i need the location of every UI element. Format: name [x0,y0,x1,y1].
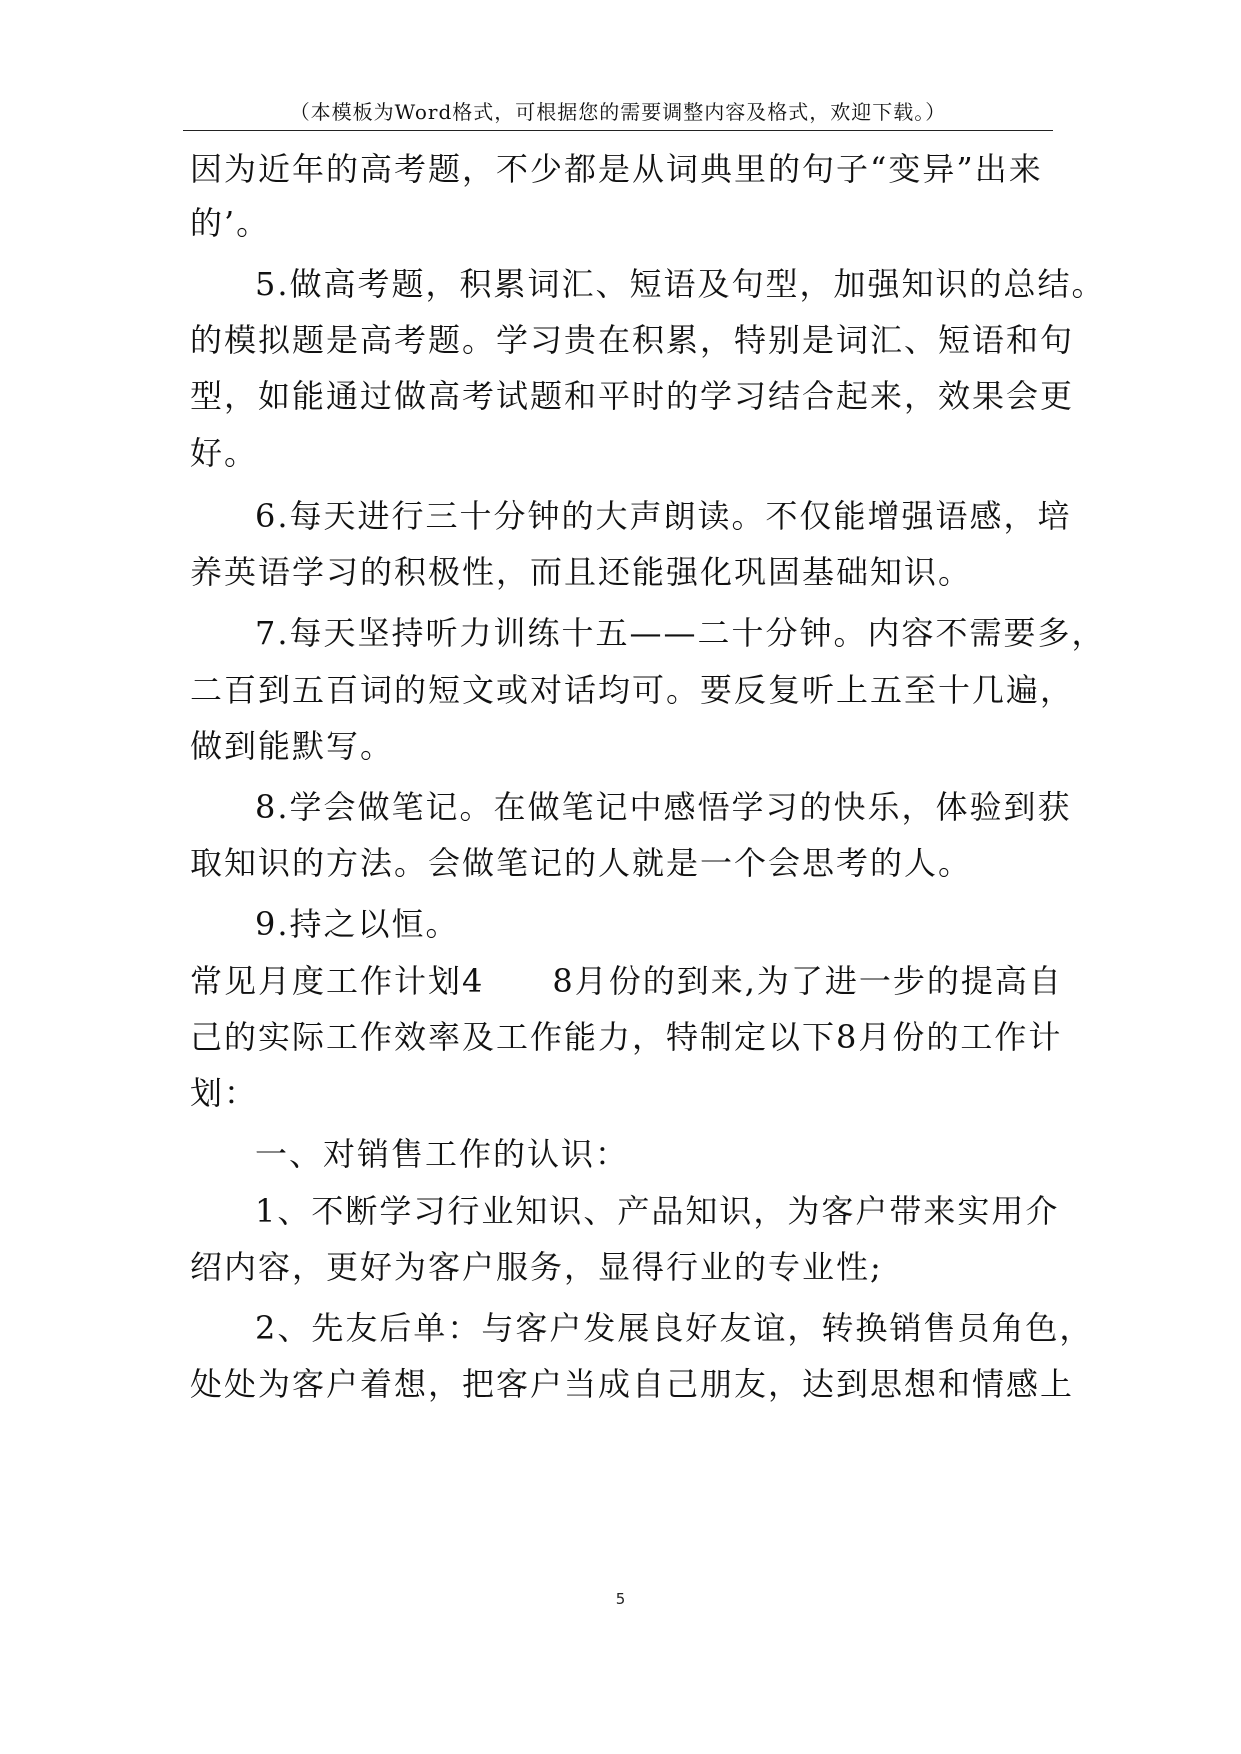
template-note-header: （本模板为Word格式，可根据您的需要调整内容及格式，欢迎下载。） [289,100,947,124]
body-line: 养英语学习的积极性，而且还能强化巩固基础知识。 [190,553,973,591]
body-line: 常见月度工作计划4 8月份的到来,为了进一步的提高自 [190,962,1063,1000]
body-line: 己的实际工作效率及工作能力，特制定以下8月份的工作计 [190,1018,1063,1056]
body-line: 的’。 [190,204,271,242]
body-line: 8.学会做笔记。在做笔记中感悟学习的快乐，体验到获 [255,788,1072,826]
page-number: 5 [615,1590,626,1608]
body-line: 因为近年的高考题，不少都是从词典里的句子“变异”出来 [190,150,1043,188]
body-line: 1、不断学习行业知识、产品知识，为客户带来实用介 [255,1192,1060,1230]
header-divider [183,130,1053,131]
body-line: 处处为客户着想，把客户当成自己朋友，达到思想和情感上 [190,1365,1075,1403]
body-line: 5.做高考题，积累词汇、短语及句型，加强知识的总结。 [255,265,1106,303]
body-line: 绍内容，更好为客户服务，显得行业的专业性; [190,1248,883,1286]
body-line: 取知识的方法。会做笔记的人就是一个会思考的人。 [190,844,973,882]
body-line: 6.每天进行三十分钟的大声朗读。不仅能增强语感，培 [255,497,1072,535]
body-line: 2、先友后单：与客户发展良好友谊，转换销售员角色， [255,1309,1094,1347]
body-line: 的模拟题是高考题。学习贵在积累，特别是词汇、短语和句 [190,321,1075,359]
body-line: 划： [190,1074,259,1112]
body-line: 做到能默写。 [190,727,395,765]
body-line: 二百到五百词的短文或对话均可。要反复听上五至十几遍， [190,671,1075,709]
body-line: 7.每天坚持听力训练十五——二十分钟。内容不需要多， [255,614,1106,652]
body-line: 好。 [190,434,259,472]
body-line: 型，如能通过做高考试题和平时的学习结合起来，效果会更 [190,377,1075,415]
body-line: 一、对销售工作的认识： [255,1135,630,1173]
body-line: 9.持之以恒。 [255,905,460,943]
